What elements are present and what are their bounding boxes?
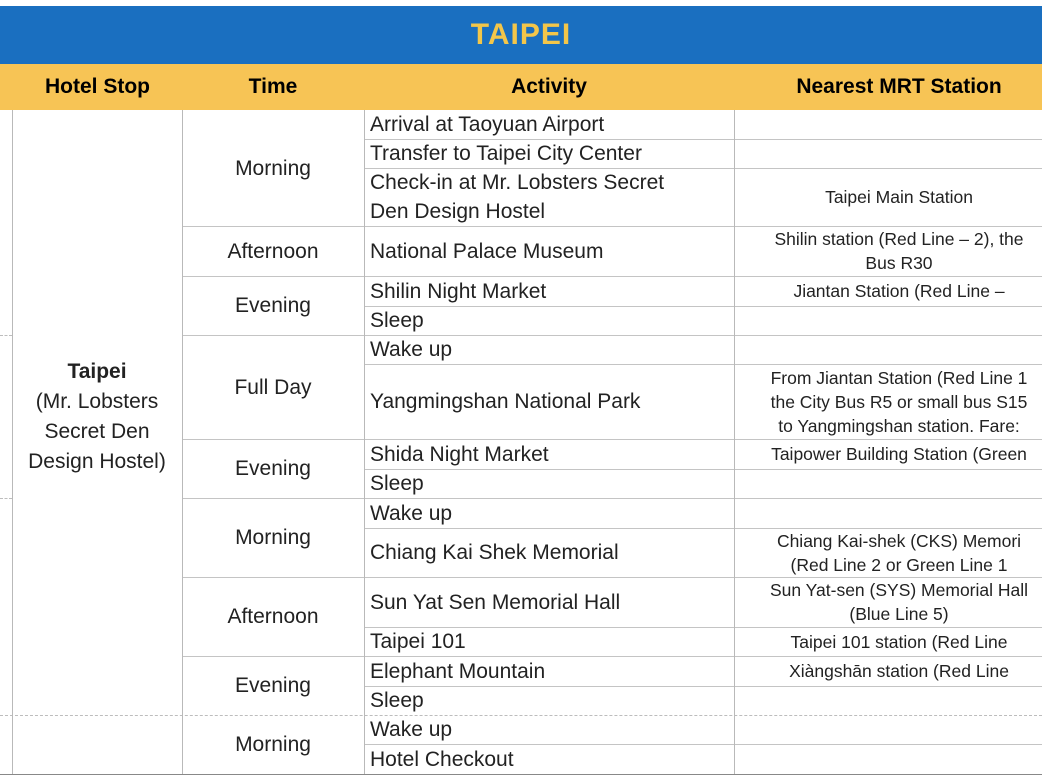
mrt-cell — [734, 744, 1042, 774]
table-title: TAIPEI — [0, 6, 1042, 64]
mrt-cell — [734, 335, 1042, 364]
activity-cell: Yangmingshan National Park — [370, 390, 641, 413]
header-activity: Activity — [511, 75, 587, 98]
activity-cell: National Palace Museum — [370, 239, 604, 263]
mrt-cell: Taipower Building Station (Green — [771, 444, 1027, 464]
hotel-stop-cell — [12, 335, 182, 498]
time-cell: Evening — [235, 294, 311, 317]
time-cell: Morning — [235, 733, 311, 756]
mrt-cell: Sun Yat-sen (SYS) Memorial Hall (Blue Line 5) — [769, 580, 1029, 624]
header-time: Time — [248, 75, 298, 98]
activity-cell: Check-in at Mr. Lobsters Secret Den Design Hostel — [370, 171, 665, 223]
mrt-cell: From Jiantan Station (Red Line 1 the City Bus R5 or small bus S15 to Yangmingshan station. Fare: — [770, 367, 1028, 436]
activity-cell: Sleep — [370, 472, 424, 495]
activity-cell: Transfer to Taipei City Center — [370, 142, 642, 165]
activity-cell: Wake up — [370, 501, 453, 525]
activity-cell: Sleep — [370, 309, 424, 332]
mrt-cell — [734, 469, 1042, 498]
header-hotel-stop: Hotel Stop — [45, 75, 150, 98]
mrt-cell — [734, 686, 1042, 715]
mrt-cell: Xiàngshān station (Red Line — [789, 661, 1009, 681]
activity-cell: Hotel Checkout — [370, 747, 514, 771]
activity-cell: Arrival at Taoyuan Airport — [370, 113, 605, 136]
mrt-cell: Shilin station (Red Line – 2), the Bus R30 — [774, 229, 1024, 273]
activity-cell: Shida Night Market — [370, 442, 549, 466]
time-cell: Full Day — [234, 375, 312, 399]
table-bottom-border — [0, 774, 1042, 775]
activity-cell: Sleep — [370, 689, 424, 712]
activity-cell: Shilin Night Market — [370, 279, 547, 303]
mrt-cell — [734, 139, 1042, 168]
mrt-cell: Chiang Kai-shek (CKS) Memori (Red Line 2 or Green Line 1 — [776, 530, 1022, 575]
activity-cell: Wake up — [370, 338, 453, 361]
activity-cell: Sun Yat Sen Memorial Hall — [370, 590, 621, 614]
mrt-cell: Jiantan Station (Red Line – — [793, 281, 1005, 301]
row-divider — [0, 498, 12, 499]
time-cell: Evening — [235, 457, 311, 480]
mrt-cell — [734, 715, 1042, 744]
hotel-city: Taipei — [67, 359, 127, 383]
activity-cell: Chiang Kai Shek Memorial — [370, 541, 619, 564]
row-divider — [0, 335, 12, 336]
mrt-cell — [734, 110, 1042, 139]
time-cell: Evening — [235, 674, 311, 697]
mrt-cell: Taipei Main Station — [825, 187, 973, 207]
hotel-detail: (Mr. Lobsters Secret Den Design Hostel) — [28, 389, 166, 473]
mrt-cell — [734, 498, 1042, 528]
header-nearest-mrt: Nearest MRT Station — [796, 75, 1002, 98]
activity-cell: Wake up — [370, 718, 453, 741]
time-cell: Morning — [235, 526, 311, 549]
header-row — [0, 64, 1042, 110]
time-cell: Afternoon — [227, 239, 319, 263]
time-cell: Morning — [235, 156, 311, 180]
activity-cell: Elephant Mountain — [370, 659, 546, 683]
time-cell: Afternoon — [227, 605, 319, 628]
mrt-cell — [734, 306, 1042, 335]
mrt-cell: Taipei 101 station (Red Line — [790, 631, 1008, 652]
activity-cell: Taipei 101 — [370, 630, 466, 653]
